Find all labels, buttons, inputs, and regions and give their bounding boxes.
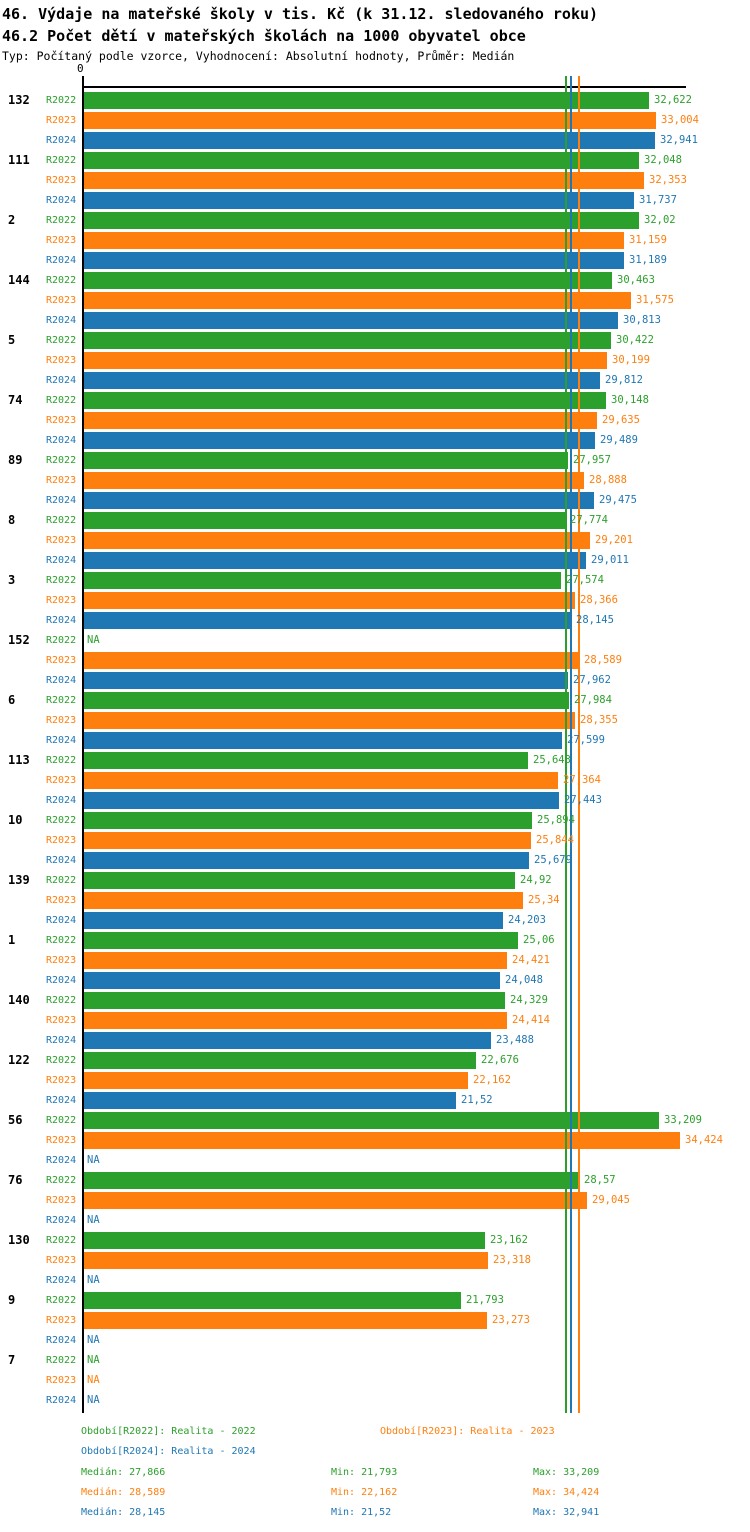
year-label: R2023 xyxy=(46,1255,77,1266)
bar xyxy=(83,992,505,1009)
year-label: R2024 xyxy=(46,615,77,626)
bar-value: 29,812 xyxy=(605,374,643,386)
bar-value: 25,643 xyxy=(533,754,571,766)
year-label: R2022 xyxy=(46,455,77,466)
bar xyxy=(83,1292,461,1309)
year-label: R2023 xyxy=(46,235,77,246)
bar xyxy=(83,332,611,349)
bar-value-na: NA xyxy=(87,634,100,646)
year-label: R2022 xyxy=(46,95,77,106)
entity-label: 113 xyxy=(8,753,30,767)
entity-label: 6 xyxy=(8,693,16,707)
year-label: R2024 xyxy=(46,555,77,566)
year-label: R2022 xyxy=(46,1355,77,1366)
year-label: R2024 xyxy=(46,375,77,386)
entity-label: 7 xyxy=(8,1353,16,1367)
legend-period-2023: Období[R2023]: Realita - 2023 xyxy=(380,1426,555,1437)
year-label: R2024 xyxy=(46,1395,77,1406)
year-label: R2023 xyxy=(46,1075,77,1086)
bar xyxy=(83,212,639,229)
year-label: R2022 xyxy=(46,215,77,226)
entity-label: 89 xyxy=(8,453,23,467)
legend-min-2024: Min: 21,52 xyxy=(331,1507,392,1518)
bar-value: 24,421 xyxy=(512,954,550,966)
bar xyxy=(83,972,500,989)
year-label: R2024 xyxy=(46,735,77,746)
year-label: R2023 xyxy=(46,895,77,906)
bar xyxy=(83,1132,680,1149)
year-label: R2023 xyxy=(46,475,77,486)
bar-value: 25,679 xyxy=(534,854,572,866)
bar-value: 32,02 xyxy=(644,214,676,226)
year-label: R2022 xyxy=(46,1055,77,1066)
year-label: R2023 xyxy=(46,355,77,366)
entity-label: 152 xyxy=(8,633,30,647)
bar-value-na: NA xyxy=(87,1374,100,1386)
year-label: R2023 xyxy=(46,655,77,666)
bar xyxy=(83,172,644,189)
bar xyxy=(83,532,590,549)
year-label: R2022 xyxy=(46,575,77,586)
bar xyxy=(83,132,655,149)
entity-label: 10 xyxy=(8,813,23,827)
year-label: R2024 xyxy=(46,255,77,266)
bar-value: 29,489 xyxy=(600,434,638,446)
year-label: R2022 xyxy=(46,995,77,1006)
bar xyxy=(83,372,600,389)
chart-meta-line: Typ: Počítaný podle vzorce, Vyhodnocení: Absolutní hodnoty, Průměr: Medián xyxy=(2,49,515,63)
bar xyxy=(83,312,618,329)
year-label: R2024 xyxy=(46,435,77,446)
year-label: R2022 xyxy=(46,695,77,706)
year-label: R2022 xyxy=(46,275,77,286)
bar xyxy=(83,932,518,949)
bar xyxy=(83,472,584,489)
legend-median-2022: Medián: 27,866 xyxy=(81,1467,166,1478)
bar-value: 33,209 xyxy=(664,1114,702,1126)
bar-value: 27,962 xyxy=(573,674,611,686)
x-axis-line xyxy=(82,86,686,88)
year-label: R2023 xyxy=(46,1195,77,1206)
bar xyxy=(83,272,612,289)
year-label: R2023 xyxy=(46,1375,77,1386)
bar-value: 24,048 xyxy=(505,974,543,986)
bar-value: 25,844 xyxy=(536,834,574,846)
year-label: R2024 xyxy=(46,1215,77,1226)
year-label: R2022 xyxy=(46,1295,77,1306)
year-label: R2022 xyxy=(46,755,77,766)
bar xyxy=(83,92,649,109)
entity-label: 56 xyxy=(8,1113,23,1127)
year-label: R2024 xyxy=(46,1335,77,1346)
entity-label: 132 xyxy=(8,93,30,107)
bar xyxy=(83,412,597,429)
year-label: R2022 xyxy=(46,935,77,946)
bar-value: 29,201 xyxy=(595,534,633,546)
bar xyxy=(83,1252,488,1269)
bar xyxy=(83,392,606,409)
entity-label: 74 xyxy=(8,393,23,407)
bar xyxy=(83,152,639,169)
entity-label: 111 xyxy=(8,153,30,167)
bar-value: 28,888 xyxy=(589,474,627,486)
bar xyxy=(83,792,559,809)
year-label: R2023 xyxy=(46,415,77,426)
bar xyxy=(83,1092,456,1109)
bar-value: 24,203 xyxy=(508,914,546,926)
bar xyxy=(83,672,568,689)
year-label: R2023 xyxy=(46,715,77,726)
year-label: R2024 xyxy=(46,195,77,206)
year-label: R2022 xyxy=(46,515,77,526)
bar xyxy=(83,232,624,249)
bar-value: 28,355 xyxy=(580,714,618,726)
bar xyxy=(83,892,523,909)
bar-value: 28,145 xyxy=(576,614,614,626)
bar xyxy=(83,652,579,669)
bar-value: 28,57 xyxy=(584,1174,616,1186)
entity-label: 144 xyxy=(8,273,30,287)
bar-value: 32,941 xyxy=(660,134,698,146)
bar-value: 23,488 xyxy=(496,1034,534,1046)
y-axis-line xyxy=(82,76,84,1413)
year-label: R2024 xyxy=(46,315,77,326)
bar xyxy=(83,452,568,469)
bar-value: 23,273 xyxy=(492,1314,530,1326)
bar xyxy=(83,512,565,529)
bar xyxy=(83,1072,468,1089)
bar-value: 30,422 xyxy=(616,334,654,346)
year-label: R2023 xyxy=(46,955,77,966)
bar-value-na: NA xyxy=(87,1274,100,1286)
bar-value: 22,162 xyxy=(473,1074,511,1086)
year-label: R2024 xyxy=(46,495,77,506)
bar-value: 23,162 xyxy=(490,1234,528,1246)
bar xyxy=(83,1172,579,1189)
bar-value: 29,045 xyxy=(592,1194,630,1206)
bar xyxy=(83,1112,659,1129)
year-label: R2024 xyxy=(46,795,77,806)
entity-label: 8 xyxy=(8,513,16,527)
bar-value: 32,622 xyxy=(654,94,692,106)
bar-value: 25,06 xyxy=(523,934,555,946)
bar-value: 28,589 xyxy=(584,654,622,666)
year-label: R2024 xyxy=(46,1095,77,1106)
bar xyxy=(83,1012,507,1029)
year-label: R2023 xyxy=(46,1315,77,1326)
year-label: R2022 xyxy=(46,395,77,406)
year-label: R2024 xyxy=(46,915,77,926)
year-label: R2023 xyxy=(46,175,77,186)
bar-value: 33,004 xyxy=(661,114,699,126)
bar-value-na: NA xyxy=(87,1394,100,1406)
entity-label: 140 xyxy=(8,993,30,1007)
bar xyxy=(83,492,594,509)
bar-value: 30,463 xyxy=(617,274,655,286)
bar-value: 29,635 xyxy=(602,414,640,426)
bar xyxy=(83,192,634,209)
chart-title: 46. Výdaje na mateřské školy v tis. Kč (k 31.12. sledovaného roku) xyxy=(2,5,599,23)
legend-min-2023: Min: 22,162 xyxy=(331,1487,398,1498)
bar-value: 25,894 xyxy=(537,814,575,826)
entity-label: 9 xyxy=(8,1293,16,1307)
bar-value: 31,737 xyxy=(639,194,677,206)
bar-value-na: NA xyxy=(87,1214,100,1226)
bar xyxy=(83,732,562,749)
bar xyxy=(83,352,607,369)
bar xyxy=(83,292,631,309)
bar-value: 32,353 xyxy=(649,174,687,186)
bar xyxy=(83,432,595,449)
bar xyxy=(83,912,503,929)
bar-value: 27,443 xyxy=(564,794,602,806)
bar-value: 27,957 xyxy=(573,454,611,466)
bar xyxy=(83,592,575,609)
entity-label: 5 xyxy=(8,333,16,347)
entity-label: 76 xyxy=(8,1173,23,1187)
bar xyxy=(83,772,558,789)
legend-min-2022: Min: 21,793 xyxy=(331,1467,398,1478)
entity-label: 2 xyxy=(8,213,16,227)
bar-value: 31,159 xyxy=(629,234,667,246)
year-label: R2024 xyxy=(46,675,77,686)
year-label: R2023 xyxy=(46,1015,77,1026)
year-label: R2022 xyxy=(46,1235,77,1246)
bar xyxy=(83,1312,487,1329)
year-label: R2022 xyxy=(46,1115,77,1126)
bar xyxy=(83,832,531,849)
legend-median-2024: Medián: 28,145 xyxy=(81,1507,166,1518)
bar-value: 30,148 xyxy=(611,394,649,406)
chart-subtitle: 46.2 Počet dětí v mateřských školách na 1000 obyvatel obce xyxy=(2,27,526,45)
bar xyxy=(83,812,532,829)
bar-value: 24,329 xyxy=(510,994,548,1006)
entity-label: 130 xyxy=(8,1233,30,1247)
bar xyxy=(83,852,529,869)
bar xyxy=(83,1032,491,1049)
bar-value: 29,011 xyxy=(591,554,629,566)
year-label: R2024 xyxy=(46,855,77,866)
year-label: R2024 xyxy=(46,1275,77,1286)
bar-value: 27,774 xyxy=(570,514,608,526)
bar xyxy=(83,572,561,589)
year-label: R2024 xyxy=(46,1155,77,1166)
bar-value: 21,52 xyxy=(461,1094,493,1106)
year-label: R2022 xyxy=(46,335,77,346)
legend-max-2022: Max: 33,209 xyxy=(533,1467,600,1478)
bar-value: 21,793 xyxy=(466,1294,504,1306)
year-label: R2023 xyxy=(46,295,77,306)
entity-label: 1 xyxy=(8,933,16,947)
bar-value: 30,199 xyxy=(612,354,650,366)
bar-value: 27,599 xyxy=(567,734,605,746)
bar xyxy=(83,1232,485,1249)
year-label: R2024 xyxy=(46,135,77,146)
year-label: R2024 xyxy=(46,975,77,986)
entity-label: 139 xyxy=(8,873,30,887)
year-label: R2023 xyxy=(46,835,77,846)
bar-value: 27,984 xyxy=(574,694,612,706)
bar-value: 27,574 xyxy=(566,574,604,586)
bar-value: 31,575 xyxy=(636,294,674,306)
bar-value: 24,92 xyxy=(520,874,552,886)
bar-value-na: NA xyxy=(87,1354,100,1366)
legend-median-2023: Medián: 28,589 xyxy=(81,1487,166,1498)
bar-value: 29,475 xyxy=(599,494,637,506)
year-label: R2024 xyxy=(46,1035,77,1046)
bar-value: 25,34 xyxy=(528,894,560,906)
bar xyxy=(83,612,571,629)
year-label: R2022 xyxy=(46,155,77,166)
year-label: R2022 xyxy=(46,635,77,646)
bar xyxy=(83,952,507,969)
legend-max-2024: Max: 32,941 xyxy=(533,1507,600,1518)
bar-value: 32,048 xyxy=(644,154,682,166)
year-label: R2023 xyxy=(46,115,77,126)
x-axis-zero-label: 0 xyxy=(77,62,84,75)
bar xyxy=(83,552,586,569)
bar xyxy=(83,692,569,709)
bar-value: 34,424 xyxy=(685,1134,723,1146)
year-label: R2023 xyxy=(46,535,77,546)
bar-value: 31,189 xyxy=(629,254,667,266)
bar-value: 28,366 xyxy=(580,594,618,606)
bar xyxy=(83,872,515,889)
bar-value: 30,813 xyxy=(623,314,661,326)
bar-value: 23,318 xyxy=(493,1254,531,1266)
legend-period-2022: Období[R2022]: Realita - 2022 xyxy=(81,1426,256,1437)
year-label: R2023 xyxy=(46,1135,77,1146)
bar-value-na: NA xyxy=(87,1154,100,1166)
year-label: R2023 xyxy=(46,775,77,786)
bar xyxy=(83,1192,587,1209)
bar-value-na: NA xyxy=(87,1334,100,1346)
legend-max-2023: Max: 34,424 xyxy=(533,1487,600,1498)
entity-label: 122 xyxy=(8,1053,30,1067)
entity-label: 3 xyxy=(8,573,16,587)
year-label: R2022 xyxy=(46,815,77,826)
bar xyxy=(83,752,528,769)
bar xyxy=(83,1052,476,1069)
year-label: R2022 xyxy=(46,1175,77,1186)
year-label: R2023 xyxy=(46,595,77,606)
bar-value: 24,414 xyxy=(512,1014,550,1026)
year-label: R2022 xyxy=(46,875,77,886)
bar xyxy=(83,252,624,269)
bar-value: 22,676 xyxy=(481,1054,519,1066)
legend-period-2024: Období[R2024]: Realita - 2024 xyxy=(81,1446,256,1457)
bar xyxy=(83,712,575,729)
bar-value: 27,364 xyxy=(563,774,601,786)
